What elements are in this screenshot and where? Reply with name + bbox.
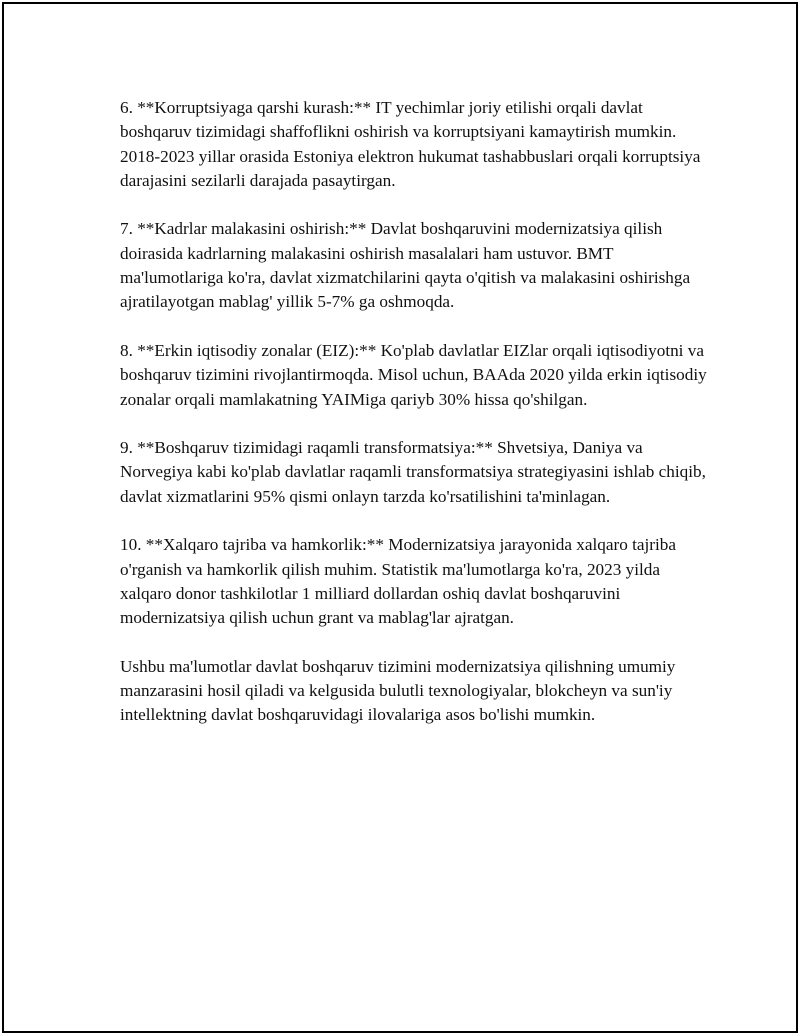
paragraph-conclusion: Ushbu ma'lumotlar davlat boshqaruv tizimini modernizatsiya qilishning umumiy manzarasini hosil qiladi va kelgusida bulutli texnologiyalar, blokcheyn va sun'iy intellektning davlat boshqaruvidagi ilovalariga asos bo'lishi mumkin. (120, 656, 676, 725)
paragraph-item-6: 6. **Korruptsiyaga qarshi kurash:** IT yechimlar joriy etilishi orqali davlat boshqaruv tizimidagi shaffoflikni oshirish va korruptsiyani kamaytirish mumkin. 2018-2023 yillar orasida Estoniya elektron hukumat tashabbuslari orqali korruptsiya darajasini sezilarli darajada pasaytirgan. (120, 98, 701, 190)
paragraph-item-10: 10. **Xalqaro tajriba va hamkorlik:** Modernizatsiya jarayonida xalqaro tajriba o'rganish va hamkorlik qilish muhim. Statistik ma'lumotlarga ko'ra, 2023 yilda xalqaro donor tashkilotlar 1 milliard dollardan oshiq davlat boshqaruvini modernizatsiya qilish uchun grant va mablag'lar ajratgan. (120, 535, 677, 628)
document-body (120, 96, 710, 752)
paragraph-item-8: 8. **Erkin iqtisodiy zonalar (EIZ):** Ko'plab davlatlar EIZlar orqali iqtisodiyotni va boshqaruv tizimini rivojlantirmoqda. Misol uchun, BAAda 2020 yilda erkin iqtisodiy zonalar orqali mamlakatning YAIMiga qariyb 30% hissa qo'shilgan. (120, 340, 707, 409)
paragraph-item-7: 7. **Kadrlar malakasini oshirish:** Davlat boshqaruvini modernizatsiya qilish doirasida kadrlarning malakasini oshirish masalalari ham ustuvor. BMT ma'lumotlariga ko'ra, davlat xizmatchilarini qayta o'qitish va malakasini oshirishga ajratilayotgan mablag' yillik 5-7% ga oshmoqda. (120, 219, 691, 312)
paragraph-item-9: 9. **Boshqaruv tizimidagi raqamli transformatsiya:** Shvetsiya, Daniya va Norvegiya kabi ko'plab davlatlar raqamli transformatsiya strategiyasini ishlab chiqib, davlat xizmatlarini 95% qismi onlayn tarzda ko'rsatilishini ta'minlagan. (120, 438, 706, 506)
page-frame (2, 2, 798, 1033)
